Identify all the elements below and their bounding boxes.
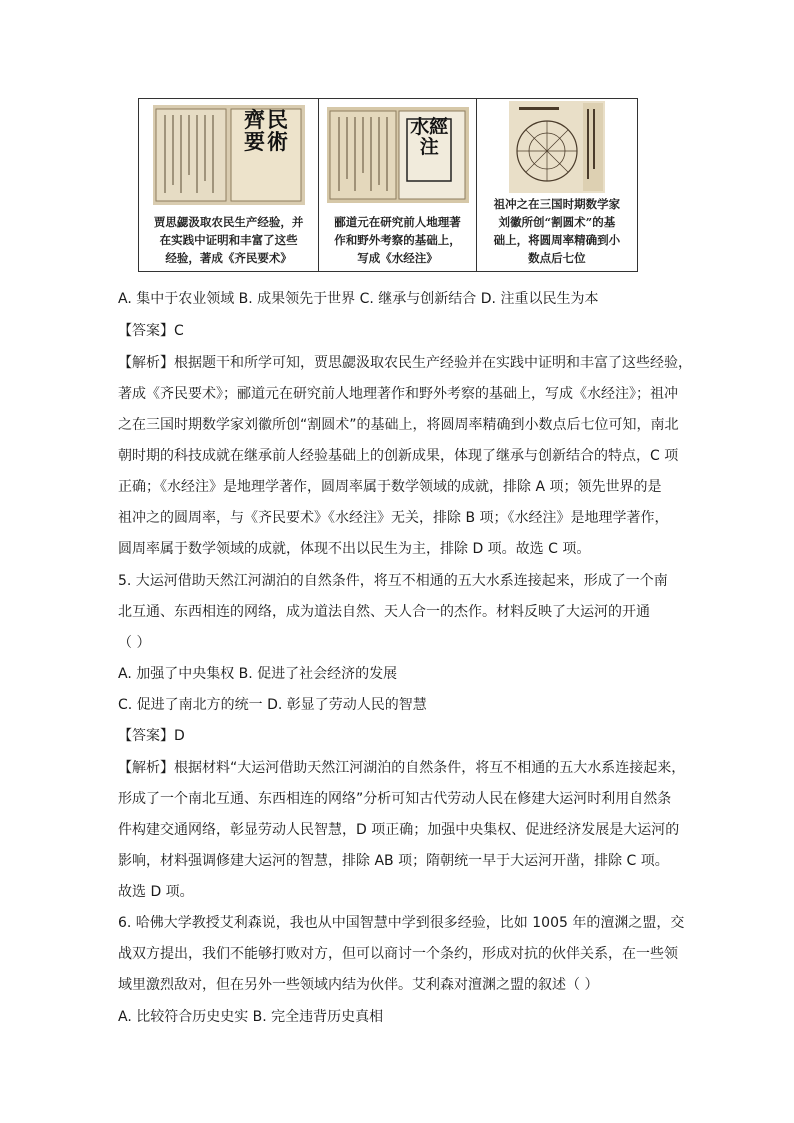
q5-analysis-line: 形成了一个南北互通、东西相连的网络”分析可知古代劳动人民在修建大运河时利用自然条 [118,791,672,807]
gecheng-shu-diagram-photo [509,101,605,193]
image-cell-gecheng-shu [477,99,637,271]
caption-line: 数点后七位 [528,251,586,265]
q5-stem-line: 5. 大运河借助天然江河湖泊的自然条件，将互不相通的五大水系连接起来，形成了一个南 [118,573,668,589]
caption-line: 础上，将圆周率精确到小 [493,233,621,247]
q6-options-ab: A. 比较符合历史史实 B. 完全违背历史真相 [118,1009,384,1025]
caption-line: 刘徽所创“割圆术”的基 [498,215,616,229]
q5-analysis-line: 【解析】根据材料“大运河借助天然江河湖泊的自然条件，将互不相通的五大水系连接起来， [118,760,686,776]
q6-stem-line: 6. 哈佛大学教授艾利森说，我也从中国智慧中学到很多经验，比如 1005 年的澶渊之盟，交 [118,915,685,931]
q5-stem-line: 北互通、东西相连的网络，成为道法自然、天人合一的杰作。材料反映了大运河的开通 [118,604,650,620]
image-cell-shuijing-zhu [319,99,476,271]
q4-analysis-line: 之在三国时期数学家刘徽所创“割圆术”的基础上，将圆周率精确到小数点后七位可知，南北 [118,417,679,433]
q5-answer: 【答案】D [118,728,185,744]
q4-analysis-line: 正确；《水经注》是地理学著作，圆周率属于数学领域的成就，排除 A 项；领先世界的是 [118,479,662,495]
caption-line: 祖冲之在三国时期数学家 [493,197,621,211]
caption-gecheng-shu [481,195,633,267]
caption-line: 作和野外考察的基础上， [334,233,461,247]
caption-qimin-yaoshu [143,213,314,267]
image-table [138,98,638,272]
caption-line: 贾思勰汲取农民生产经验，并 [153,215,304,229]
shuijing-zhu-cover-text: 水經注 [410,116,449,158]
q5-blank: （ ） [118,635,151,651]
qimin-yaoshu-cover-text: 齊民要術 [244,107,290,154]
caption-shuijing-zhu [323,213,471,267]
q5-options-cd: C. 促进了南北方的统一 D. 彰显了劳动人民的智慧 [118,697,427,713]
caption-line: 在实践中证明和丰富了这些 [159,233,298,247]
q4-analysis-line: 祖冲之的圆周率，与《齐民要术》《水经注》无关，排除 B 项；《水经注》是地理学著作， [118,510,669,526]
q5-analysis-line: 件构建交通网络，彰显劳动人民智慧，D 项正确；加强中央集权、促进经济发展是大运河的 [118,822,680,838]
caption-line: 经验，著成《齐民要术》 [165,251,292,265]
q4-analysis-line: 朝时期的科技成就在继承前人经验基础上的创新成果，体现了继承与创新结合的特点，C 项 [118,448,679,464]
q4-analysis-line: 著成《齐民要术》；郦道元在研究前人地理著作和野外考察的基础上，写成《水经注》；祖冲 [118,386,678,402]
image-cell-qimin-yaoshu [139,99,319,271]
caption-line: 写成《水经注》 [357,251,438,265]
q6-stem-line: 战双方提出，我们不能够打败对方，但可以商讨一个条约，形成对抗的伙伴关系，在一些领 [118,946,678,962]
q6-stem-line: 域里激烈敌对，但在另外一些领域内结为伙伴。艾利森对澶渊之盟的叙述（ ） [118,977,599,993]
q4-answer: 【答案】C [118,323,184,339]
caption-line: 郦道元在研究前人地理著 [334,215,461,229]
q5-analysis-line: 故选 D 项。 [118,884,194,900]
q4-analysis-line: 【解析】根据题干和所学可知，贾思勰汲取农民生产经验并在实践中证明和丰富了这些经验， [118,355,692,371]
q4-analysis-line: 圆周率属于数学领域的成就，体现不出以民生为主，排除 D 项。故选 C 项。 [118,541,591,557]
q5-analysis-line: 影响，材料强调修建大运河的智慧，排除 AB 项；隋朝统一早于大运河开凿，排除 C 项。 [118,853,669,869]
q4-options: A. 集中于农业领域 B. 成果领先于世界 C. 继承与创新结合 D. 注重以民生为本 [118,291,599,307]
q5-options-ab: A. 加强了中央集权 B. 促进了社会经济的发展 [118,666,398,682]
